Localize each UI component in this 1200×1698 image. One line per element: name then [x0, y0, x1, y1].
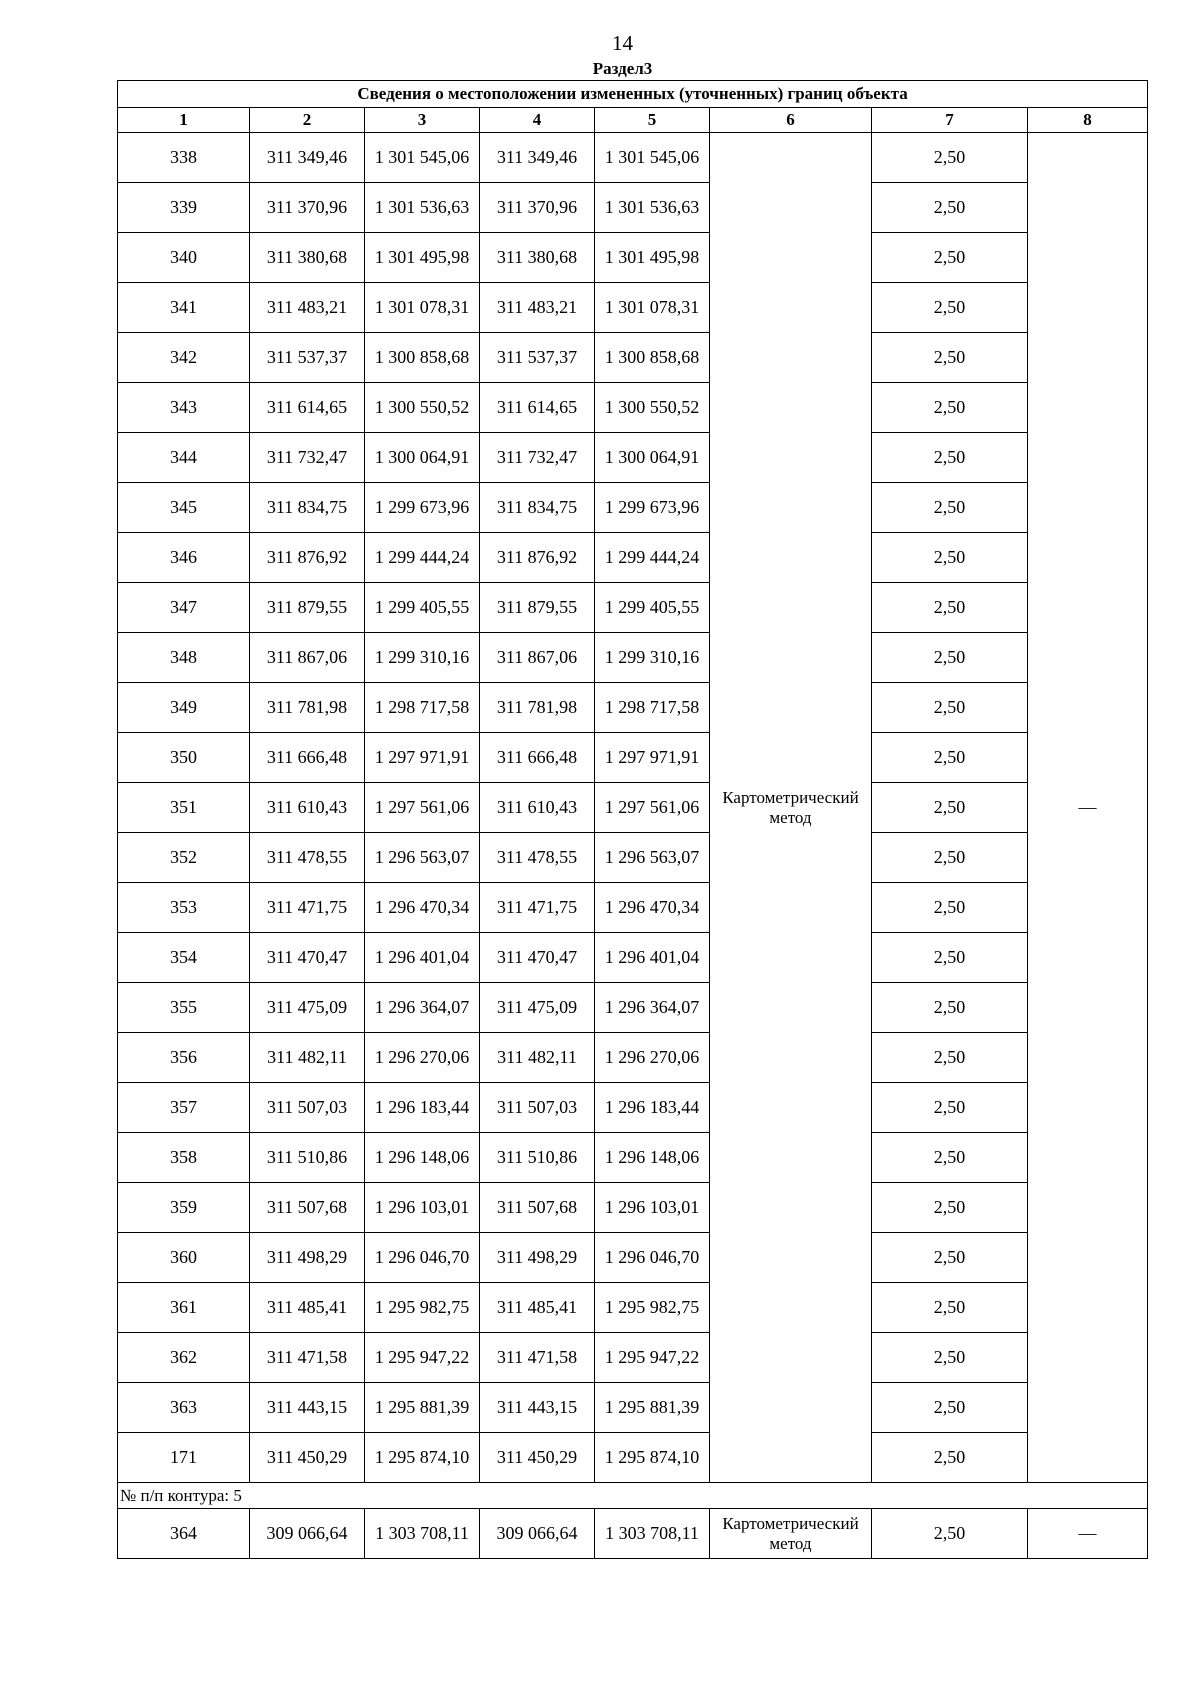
cell-c7: 2,50 — [872, 383, 1028, 433]
cell-c2: 311 666,48 — [250, 733, 365, 783]
cell-c4: 311 475,09 — [480, 983, 595, 1033]
cell-n: 361 — [118, 1283, 250, 1333]
cell-c5: 1 296 364,07 — [595, 983, 710, 1033]
table-row — [118, 733, 1148, 783]
column-number-5: 5 — [595, 108, 710, 133]
cell-c6: Картометрический метод — [710, 1509, 872, 1559]
cell-c2: 311 483,21 — [250, 283, 365, 333]
cell-c3: 1 296 046,70 — [365, 1233, 480, 1283]
cell-n: 347 — [118, 583, 250, 633]
table-row — [118, 1233, 1148, 1283]
cell-c2: 311 614,65 — [250, 383, 365, 433]
table-row — [118, 483, 1148, 533]
cell-c3: 1 295 874,10 — [365, 1433, 480, 1483]
cell-c7: 2,50 — [872, 1183, 1028, 1233]
cell-c7: 2,50 — [872, 683, 1028, 733]
cell-c4: 311 478,55 — [480, 833, 595, 883]
table-row — [118, 1083, 1148, 1133]
cell-c4: 311 498,29 — [480, 1233, 595, 1283]
cell-c4: 311 537,37 — [480, 333, 595, 383]
cell-c4: 311 471,75 — [480, 883, 595, 933]
column-number-6: 6 — [710, 108, 872, 133]
method-cell: Картометрический метод — [710, 133, 872, 1483]
cell-c3: 1 301 536,63 — [365, 183, 480, 233]
cell-c4: 311 349,46 — [480, 133, 595, 183]
cell-c7: 2,50 — [872, 283, 1028, 333]
cell-c5: 1 295 881,39 — [595, 1383, 710, 1433]
cell-n: 359 — [118, 1183, 250, 1233]
coordinates-table — [117, 80, 1148, 1559]
cell-n: 338 — [118, 133, 250, 183]
cell-c2: 311 507,68 — [250, 1183, 365, 1233]
cell-n: 342 — [118, 333, 250, 383]
cell-c7: 2,50 — [872, 233, 1028, 283]
cell-c7: 2,50 — [872, 933, 1028, 983]
cell-c4: 311 867,06 — [480, 633, 595, 683]
cell-c5: 1 298 717,58 — [595, 683, 710, 733]
cell-c4: 311 483,21 — [480, 283, 595, 333]
cell-c7: 2,50 — [872, 883, 1028, 933]
cell-c4: 311 380,68 — [480, 233, 595, 283]
cell-c2: 311 537,37 — [250, 333, 365, 383]
cell-c7: 2,50 — [872, 533, 1028, 583]
contour-label: № п/п контура: 5 — [118, 1483, 1148, 1509]
table-row — [118, 1433, 1148, 1483]
table-row — [118, 133, 1148, 183]
cell-c2: 311 834,75 — [250, 483, 365, 533]
page-number: 14 — [612, 31, 633, 55]
cell-c3: 1 296 563,07 — [365, 833, 480, 883]
cell-c5: 1 301 495,98 — [595, 233, 710, 283]
cell-c5: 1 296 103,01 — [595, 1183, 710, 1233]
cell-c2: 311 485,41 — [250, 1283, 365, 1333]
cell-c2: 311 443,15 — [250, 1383, 365, 1433]
cell-c2: 311 380,68 — [250, 233, 365, 283]
cell-c3: 1 301 078,31 — [365, 283, 480, 333]
cell-c7: 2,50 — [872, 1433, 1028, 1483]
cell-c4: 311 876,92 — [480, 533, 595, 583]
cell-c3: 1 299 444,24 — [365, 533, 480, 583]
cell-c7: 2,50 — [872, 983, 1028, 1033]
cell-c2: 311 450,29 — [250, 1433, 365, 1483]
cell-c4: 311 610,43 — [480, 783, 595, 833]
cell-n: 350 — [118, 733, 250, 783]
cell-c5: 1 296 046,70 — [595, 1233, 710, 1283]
cell-c5: 1 300 064,91 — [595, 433, 710, 483]
cell-c2: 311 879,55 — [250, 583, 365, 633]
cell-c4: 311 666,48 — [480, 733, 595, 783]
cell-c2: 311 876,92 — [250, 533, 365, 583]
table-row — [118, 1133, 1148, 1183]
cell-c5: 1 300 550,52 — [595, 383, 710, 433]
cell-n: 339 — [118, 183, 250, 233]
cell-c7: 2,50 — [872, 1083, 1028, 1133]
table-row — [118, 1333, 1148, 1383]
cell-c7: 2,50 — [872, 133, 1028, 183]
cell-c2: 311 510,86 — [250, 1133, 365, 1183]
cell-c2: 311 478,55 — [250, 833, 365, 883]
cell-c5: 1 303 708,11 — [595, 1509, 710, 1559]
cell-c7: 2,50 — [872, 783, 1028, 833]
cell-c5: 1 299 673,96 — [595, 483, 710, 533]
cell-c3: 1 297 561,06 — [365, 783, 480, 833]
cell-c2: 311 507,03 — [250, 1083, 365, 1133]
cell-n: 340 — [118, 233, 250, 283]
cell-c3: 1 295 982,75 — [365, 1283, 480, 1333]
table-row — [118, 683, 1148, 733]
cell-c4: 311 470,47 — [480, 933, 595, 983]
cell-c2: 311 475,09 — [250, 983, 365, 1033]
cell-n: 362 — [118, 1333, 250, 1383]
column-number-row — [118, 108, 1148, 133]
cell-c4: 311 732,47 — [480, 433, 595, 483]
table-row — [118, 633, 1148, 683]
table-row — [118, 983, 1148, 1033]
cell-c4: 311 485,41 — [480, 1283, 595, 1333]
cell-c3: 1 295 947,22 — [365, 1333, 480, 1383]
table-row — [118, 883, 1148, 933]
cell-c5: 1 299 405,55 — [595, 583, 710, 633]
table-row — [118, 1183, 1148, 1233]
cell-c2: 311 781,98 — [250, 683, 365, 733]
cell-c7: 2,50 — [872, 1233, 1028, 1283]
cell-c3: 1 299 673,96 — [365, 483, 480, 533]
column-number-4: 4 — [480, 108, 595, 133]
table-row — [118, 783, 1148, 833]
cell-c5: 1 296 270,06 — [595, 1033, 710, 1083]
cell-c4: 311 507,03 — [480, 1083, 595, 1133]
cell-c5: 1 296 563,07 — [595, 833, 710, 883]
cell-c3: 1 299 310,16 — [365, 633, 480, 683]
table-row — [118, 383, 1148, 433]
cell-c7: 2,50 — [872, 633, 1028, 683]
cell-c3: 1 300 550,52 — [365, 383, 480, 433]
cell-c2: 311 370,96 — [250, 183, 365, 233]
cell-n: 364 — [118, 1509, 250, 1559]
table-row — [118, 183, 1148, 233]
cell-c7: 2,50 — [872, 1509, 1028, 1559]
cell-c4: 311 614,65 — [480, 383, 595, 433]
cell-c4: 311 879,55 — [480, 583, 595, 633]
cell-c7: 2,50 — [872, 433, 1028, 483]
cell-c4: 311 834,75 — [480, 483, 595, 533]
cell-n: 343 — [118, 383, 250, 433]
table-row — [118, 833, 1148, 883]
cell-c3: 1 300 064,91 — [365, 433, 480, 483]
cell-c7: 2,50 — [872, 333, 1028, 383]
cell-c3: 1 295 881,39 — [365, 1383, 480, 1433]
cell-n: 363 — [118, 1383, 250, 1433]
cell-c3: 1 296 103,01 — [365, 1183, 480, 1233]
table-row — [118, 1383, 1148, 1433]
cell-c5: 1 296 148,06 — [595, 1133, 710, 1183]
cell-n: 349 — [118, 683, 250, 733]
cell-n: 356 — [118, 1033, 250, 1083]
cell-c4: 311 507,68 — [480, 1183, 595, 1233]
cell-c2: 311 610,43 — [250, 783, 365, 833]
cell-c3: 1 296 401,04 — [365, 933, 480, 983]
cell-c3: 1 296 364,07 — [365, 983, 480, 1033]
cell-c4: 311 510,86 — [480, 1133, 595, 1183]
table-row — [118, 1033, 1148, 1083]
cell-c4: 311 370,96 — [480, 183, 595, 233]
table-row — [118, 533, 1148, 583]
cell-c7: 2,50 — [872, 1333, 1028, 1383]
cell-n: 171 — [118, 1433, 250, 1483]
cell-c2: 311 498,29 — [250, 1233, 365, 1283]
contour-label-row — [118, 1483, 1148, 1509]
cell-n: 346 — [118, 533, 250, 583]
cell-c8: — — [1028, 1509, 1148, 1559]
cell-c7: 2,50 — [872, 183, 1028, 233]
cell-c4: 311 781,98 — [480, 683, 595, 733]
section-title: Раздел3 — [592, 59, 653, 78]
column-number-8: 8 — [1028, 108, 1148, 133]
column-8-cell — [1028, 133, 1148, 1483]
dash-value: — — [1078, 797, 1097, 817]
cell-c5: 1 295 982,75 — [595, 1283, 710, 1333]
cell-c3: 1 301 545,06 — [365, 133, 480, 183]
table-row — [118, 433, 1148, 483]
cell-c7: 2,50 — [872, 1133, 1028, 1183]
cell-c5: 1 300 858,68 — [595, 333, 710, 383]
column-number-7: 7 — [872, 108, 1028, 133]
table-caption: Сведения о местоположении измененных (уточненных) границ объекта — [118, 81, 1148, 108]
cell-n: 358 — [118, 1133, 250, 1183]
table-row — [118, 933, 1148, 983]
cell-n: 354 — [118, 933, 250, 983]
cell-c4: 311 443,15 — [480, 1383, 595, 1433]
cell-c3: 1 298 717,58 — [365, 683, 480, 733]
table-row — [118, 333, 1148, 383]
cell-c2: 311 349,46 — [250, 133, 365, 183]
cell-c2: 311 867,06 — [250, 633, 365, 683]
cell-c2: 311 471,58 — [250, 1333, 365, 1383]
cell-c5: 1 301 545,06 — [595, 133, 710, 183]
cell-c3: 1 299 405,55 — [365, 583, 480, 633]
cell-c2: 311 471,75 — [250, 883, 365, 933]
cell-n: 353 — [118, 883, 250, 933]
cell-c7: 2,50 — [872, 583, 1028, 633]
cell-c5: 1 296 183,44 — [595, 1083, 710, 1133]
cell-c7: 2,50 — [872, 1283, 1028, 1333]
table-row — [118, 583, 1148, 633]
cell-c5: 1 297 971,91 — [595, 733, 710, 783]
cell-c4: 311 471,58 — [480, 1333, 595, 1383]
cell-c4: 311 450,29 — [480, 1433, 595, 1483]
cell-c7: 2,50 — [872, 733, 1028, 783]
table-row — [118, 1509, 1148, 1559]
cell-c3: 1 303 708,11 — [365, 1509, 480, 1559]
cell-c2: 311 470,47 — [250, 933, 365, 983]
cell-c7: 2,50 — [872, 1383, 1028, 1433]
cell-c7: 2,50 — [872, 833, 1028, 883]
cell-n: 345 — [118, 483, 250, 533]
cell-n: 344 — [118, 433, 250, 483]
cell-n: 348 — [118, 633, 250, 683]
cell-n: 357 — [118, 1083, 250, 1133]
cell-c2: 309 066,64 — [250, 1509, 365, 1559]
cell-c7: 2,50 — [872, 483, 1028, 533]
cell-c5: 1 296 401,04 — [595, 933, 710, 983]
column-number-3: 3 — [365, 108, 480, 133]
cell-c2: 311 732,47 — [250, 433, 365, 483]
cell-c3: 1 296 148,06 — [365, 1133, 480, 1183]
cell-c5: 1 297 561,06 — [595, 783, 710, 833]
cell-c5: 1 299 310,16 — [595, 633, 710, 683]
table-row — [118, 283, 1148, 333]
column-number-1: 1 — [118, 108, 250, 133]
cell-c5: 1 299 444,24 — [595, 533, 710, 583]
cell-c4: 309 066,64 — [480, 1509, 595, 1559]
cell-c4: 311 482,11 — [480, 1033, 595, 1083]
cell-c5: 1 295 874,10 — [595, 1433, 710, 1483]
table-row — [118, 233, 1148, 283]
cell-c3: 1 296 470,34 — [365, 883, 480, 933]
cell-c3: 1 301 495,98 — [365, 233, 480, 283]
cell-n: 351 — [118, 783, 250, 833]
cell-c5: 1 301 536,63 — [595, 183, 710, 233]
cell-c3: 1 296 270,06 — [365, 1033, 480, 1083]
cell-c5: 1 301 078,31 — [595, 283, 710, 333]
cell-c3: 1 296 183,44 — [365, 1083, 480, 1133]
cell-n: 341 — [118, 283, 250, 333]
cell-n: 360 — [118, 1233, 250, 1283]
table-row — [118, 1283, 1148, 1333]
cell-c3: 1 297 971,91 — [365, 733, 480, 783]
cell-n: 352 — [118, 833, 250, 883]
cell-c3: 1 300 858,68 — [365, 333, 480, 383]
cell-n: 355 — [118, 983, 250, 1033]
cell-c2: 311 482,11 — [250, 1033, 365, 1083]
cell-c5: 1 295 947,22 — [595, 1333, 710, 1383]
cell-c5: 1 296 470,34 — [595, 883, 710, 933]
column-number-2: 2 — [250, 108, 365, 133]
cell-c7: 2,50 — [872, 1033, 1028, 1083]
